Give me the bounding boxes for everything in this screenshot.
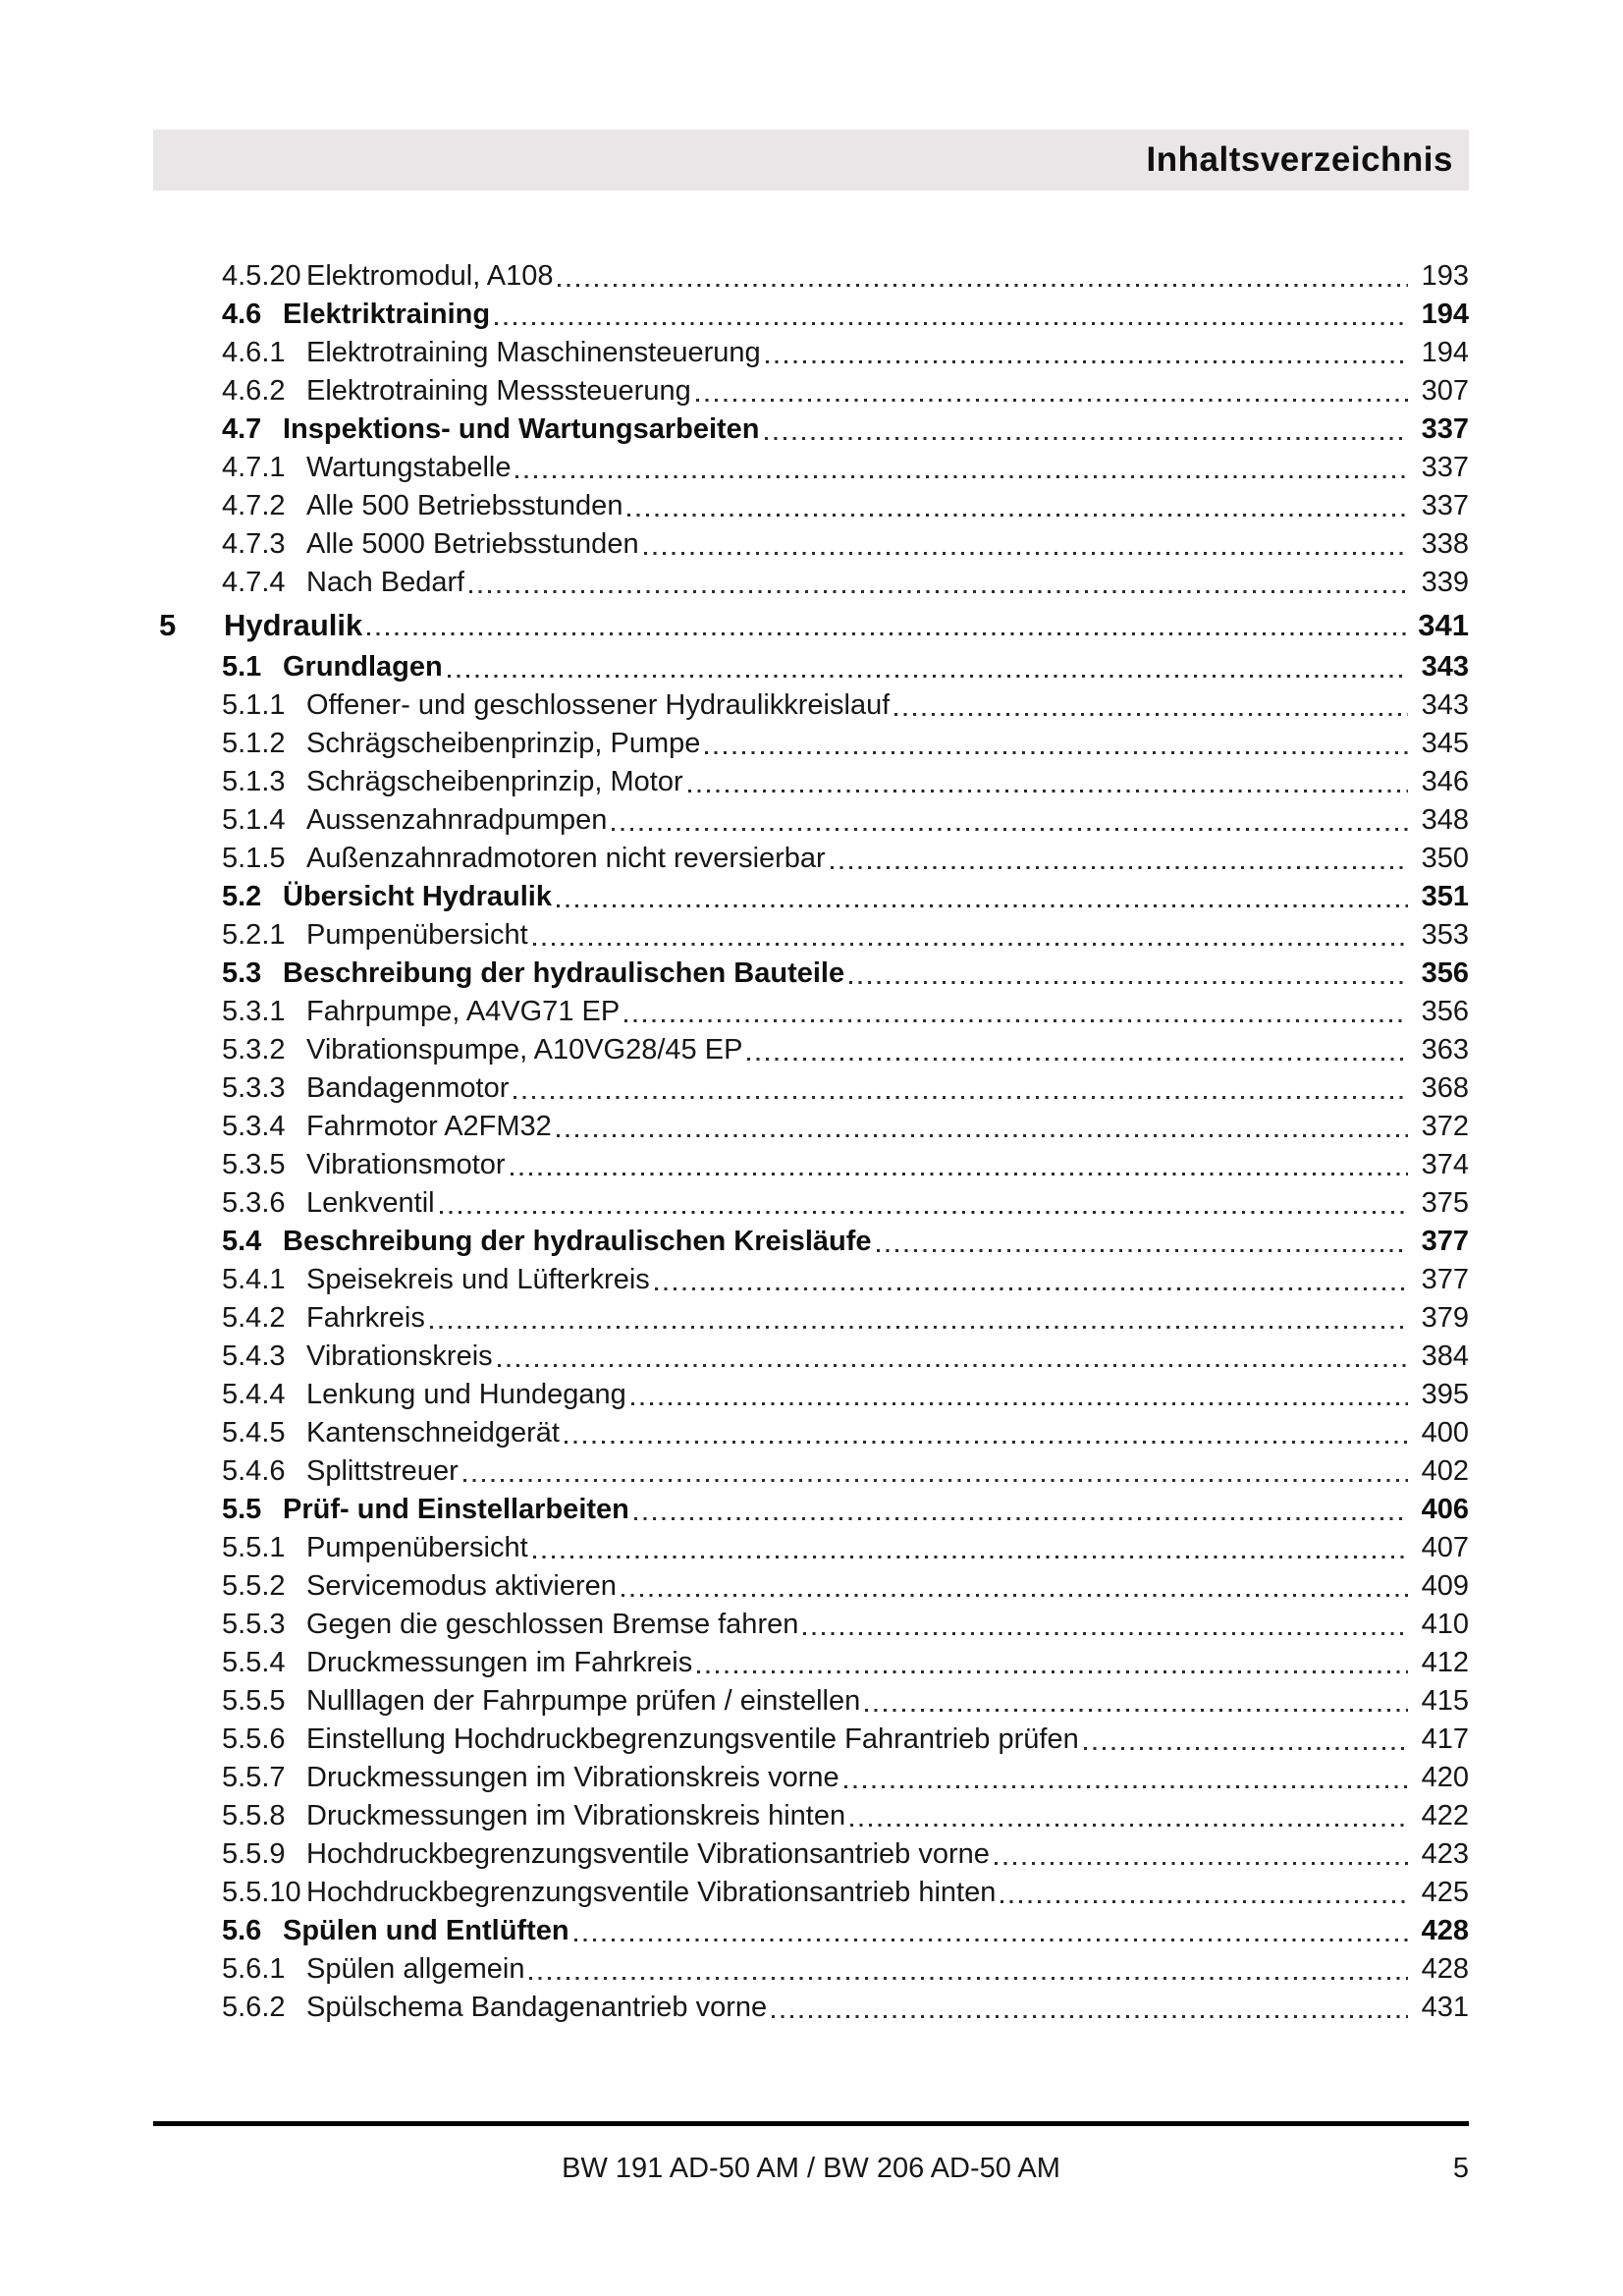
toc-dot-leader — [634, 1517, 1408, 1520]
toc-row — [153, 372, 1469, 410]
toc-entry-title: Druckmessungen im Vibrationskreis vorne — [306, 1762, 839, 1793]
toc-dot-leader — [655, 1287, 1408, 1290]
toc-entry-number: 5.1.1 — [222, 689, 286, 721]
toc-entry-title: Wartungstabelle — [306, 452, 512, 483]
toc-row — [153, 1759, 1469, 1797]
toc-entry-title: Einstellung Hochdruckbegrenzungsventile Fahrantrieb prüfen — [306, 1723, 1079, 1755]
toc-row — [153, 1108, 1469, 1146]
footer-page-number: 5 — [1452, 2153, 1469, 2184]
toc-dot-leader — [463, 1479, 1408, 1482]
toc-entry-number: 5.2.1 — [222, 919, 286, 951]
toc-entry-page: 407 — [1421, 1532, 1469, 1563]
toc-entry-page: 356 — [1421, 996, 1469, 1027]
toc-row — [153, 410, 1469, 449]
toc-row — [153, 1414, 1469, 1452]
toc-entry-page: 307 — [1421, 375, 1469, 407]
toc-row — [153, 257, 1469, 296]
toc-row — [153, 296, 1469, 334]
toc-entry-page: 337 — [1421, 413, 1469, 445]
toc-entry-title: Spülschema Bandagenantrieb vorne — [306, 1992, 768, 2023]
toc-entry-title: Elektriktraining — [283, 299, 491, 330]
toc-entry-number: 5.5.2 — [222, 1570, 286, 1602]
header-bar — [153, 130, 1469, 191]
toc-row — [153, 449, 1469, 487]
toc-entry-number: 5 — [159, 608, 177, 642]
toc-entry-title: Fahrmotor A2FM32 — [306, 1111, 552, 1142]
toc-entry-number: 5.6 — [222, 1915, 262, 1946]
toc-entry-number: 5.5.7 — [222, 1762, 286, 1793]
toc-entry-title: Vibrationspumpe, A10VG28/45 EP — [306, 1034, 743, 1066]
toc-entry-title: Speisekreis und Lüfterkreis — [306, 1264, 650, 1295]
toc-entry-page: 193 — [1421, 260, 1469, 292]
toc-entry-title: Übersicht Hydraulik — [283, 881, 552, 912]
toc-entry-number: 5.4.2 — [222, 1302, 286, 1334]
toc-entry-number: 5.5.4 — [222, 1647, 286, 1678]
toc-dot-leader — [367, 632, 1408, 635]
toc-entry-title: Außenzahnradmotoren nicht reversierbar — [306, 843, 826, 874]
toc-entry-number: 5.3.4 — [222, 1111, 286, 1142]
toc-entry-page: 337 — [1421, 490, 1469, 521]
toc-dot-leader — [469, 590, 1408, 593]
toc-entry-number: 4.7 — [222, 413, 262, 445]
toc-entry-title: Elektrotraining Messsteuerung — [306, 375, 691, 407]
toc-entry-number: 5.4.1 — [222, 1264, 286, 1295]
toc-dot-leader — [430, 1326, 1408, 1329]
toc-dot-leader — [1084, 1747, 1408, 1750]
toc-dot-leader — [995, 1862, 1408, 1865]
toc-dot-leader — [705, 751, 1408, 754]
toc-row — [153, 1835, 1469, 1874]
toc-row — [153, 1376, 1469, 1414]
toc-entry-title: Elektromodul, A108 — [306, 260, 554, 292]
toc-dot-leader — [514, 1096, 1408, 1099]
toc-entry-title: Alle 5000 Betriebsstunden — [306, 528, 639, 560]
toc-dot-leader — [697, 1670, 1408, 1673]
toc-entry-page: 409 — [1421, 1570, 1469, 1602]
toc-entry-title: Grundlagen — [283, 651, 443, 683]
toc-entry-number: 5.5.8 — [222, 1800, 286, 1831]
toc-entry-number: 5.5.10 — [222, 1877, 301, 1908]
toc-entry-page: 343 — [1421, 651, 1469, 683]
toc-dot-leader — [612, 828, 1408, 831]
toc-row — [153, 1797, 1469, 1835]
toc-entry-number: 5.1.2 — [222, 728, 286, 759]
toc-dot-leader — [803, 1632, 1408, 1635]
toc-row — [153, 1031, 1469, 1069]
toc-dot-leader — [515, 475, 1408, 478]
toc-entry-number: 5.5.6 — [222, 1723, 286, 1755]
toc-entry-page: 374 — [1421, 1149, 1469, 1180]
toc-entry-title: Gegen die geschlossen Bremse fahren — [306, 1609, 799, 1640]
toc-row — [153, 334, 1469, 372]
toc-dot-leader — [747, 1058, 1408, 1061]
toc-row — [153, 1721, 1469, 1759]
toc-row — [153, 648, 1469, 686]
toc-entry-title: Prüf- und Einstellarbeiten — [283, 1494, 629, 1525]
toc-dot-leader — [574, 1939, 1408, 1941]
toc-entry-title: Hochdruckbegrenzungsventile Vibrationsantrieb vorne — [306, 1838, 990, 1870]
toc-entry-number: 5.1.3 — [222, 766, 286, 797]
toc-entry-number: 5.3.1 — [222, 996, 286, 1027]
toc-entry-number: 4.7.1 — [222, 452, 286, 483]
toc-dot-leader — [557, 904, 1408, 907]
toc-dot-leader — [533, 1556, 1408, 1558]
toc-row — [153, 487, 1469, 525]
toc-row — [153, 1261, 1469, 1299]
toc-dot-leader — [624, 1019, 1408, 1022]
toc-entry-title: Hydraulik — [224, 608, 363, 642]
toc-entry-title: Hochdruckbegrenzungsventile Vibrationsantrieb hinten — [306, 1877, 997, 1908]
toc-dot-leader — [766, 360, 1408, 363]
toc-entry-title: Lenkung und Hundegang — [306, 1379, 626, 1410]
toc-row — [153, 1452, 1469, 1491]
toc-entry-title: Spülen allgemein — [306, 1953, 525, 1985]
toc-entry-title: Spülen und Entlüften — [283, 1915, 569, 1946]
toc-entry-number: 5.4.6 — [222, 1455, 286, 1487]
toc-row — [153, 1184, 1469, 1223]
toc-entry-number: 5.3 — [222, 957, 262, 989]
toc-entry-title: Kantenschneidgerät — [306, 1417, 560, 1449]
toc-entry-number: 5.6.2 — [222, 1992, 286, 2023]
toc-entry-number: 5.3.5 — [222, 1149, 286, 1180]
toc-dot-leader — [865, 1709, 1408, 1712]
toc-dot-leader — [440, 1211, 1408, 1214]
toc-entry-page: 346 — [1421, 766, 1469, 797]
table-of-contents — [153, 257, 1469, 2027]
toc-entry-number: 5.2 — [222, 881, 262, 912]
toc-entry-title: Offener- und geschlossener Hydraulikkreislauf — [306, 689, 891, 721]
toc-dot-leader — [558, 284, 1408, 287]
toc-entry-number: 5.4.5 — [222, 1417, 286, 1449]
toc-row — [153, 1146, 1469, 1184]
toc-entry-number: 4.7.3 — [222, 528, 286, 560]
toc-entry-number: 4.5.20 — [222, 260, 301, 292]
toc-entry-page: 412 — [1421, 1647, 1469, 1678]
toc-entry-page: 422 — [1421, 1800, 1469, 1831]
toc-dot-leader — [622, 1594, 1408, 1597]
footer-divider — [153, 2121, 1469, 2126]
toc-entry-title: Vibrationsmotor — [306, 1149, 506, 1180]
toc-row — [153, 1682, 1469, 1721]
toc-entry-page: 337 — [1421, 452, 1469, 483]
toc-dot-leader — [877, 1249, 1408, 1252]
toc-entry-page: 423 — [1421, 1838, 1469, 1870]
toc-entry-title: Elektrotraining Maschinensteuerung — [306, 337, 761, 368]
toc-entry-number: 5.1.5 — [222, 843, 286, 874]
toc-entry-title: Inspektions- und Wartungsarbeiten — [283, 413, 760, 445]
toc-entry-page: 194 — [1421, 337, 1469, 368]
toc-entry-number: 4.6 — [222, 299, 262, 330]
toc-row — [153, 840, 1469, 878]
toc-dot-leader — [1001, 1900, 1408, 1903]
toc-dot-leader — [511, 1173, 1408, 1175]
toc-row — [153, 1338, 1469, 1376]
toc-entry-page: 428 — [1421, 1953, 1469, 1985]
toc-dot-leader — [498, 1364, 1408, 1367]
toc-entry-title: Schrägscheibenprinzip, Motor — [306, 766, 683, 797]
toc-row — [153, 1567, 1469, 1606]
toc-row — [153, 993, 1469, 1031]
toc-entry-title: Splittstreuer — [306, 1455, 459, 1487]
toc-entry-page: 343 — [1421, 689, 1469, 721]
toc-row — [153, 1989, 1469, 2027]
toc-entry-page: 339 — [1421, 567, 1469, 598]
toc-entry-number: 5.5.9 — [222, 1838, 286, 1870]
toc-entry-title: Vibrationskreis — [306, 1340, 493, 1372]
toc-dot-leader — [688, 790, 1408, 793]
toc-entry-page: 417 — [1421, 1723, 1469, 1755]
toc-row — [153, 1644, 1469, 1682]
toc-entry-number: 5.5 — [222, 1494, 262, 1525]
toc-entry-page: 395 — [1421, 1379, 1469, 1410]
toc-entry-number: 5.3.6 — [222, 1187, 286, 1219]
toc-entry-title: Pumpenübersicht — [306, 1532, 528, 1563]
toc-dot-leader — [894, 713, 1408, 716]
toc-row — [153, 525, 1469, 564]
toc-entry-title: Alle 500 Betriebsstunden — [306, 490, 623, 521]
toc-entry-number: 5.6.1 — [222, 1953, 286, 1985]
toc-entry-page: 402 — [1421, 1455, 1469, 1487]
toc-dot-leader — [529, 1977, 1408, 1980]
toc-row — [153, 1299, 1469, 1338]
toc-entry-title: Schrägscheibenprinzip, Pumpe — [306, 728, 701, 759]
page-title: Inhaltsverzeichnis — [1146, 140, 1453, 179]
toc-entry-number: 5.5.3 — [222, 1609, 286, 1640]
toc-entry-number: 5.4.4 — [222, 1379, 286, 1410]
toc-entry-title: Nach Bedarf — [306, 567, 465, 598]
toc-entry-page: 400 — [1421, 1417, 1469, 1449]
toc-entry-page: 406 — [1421, 1494, 1469, 1525]
footer — [153, 2150, 1469, 2188]
toc-dot-leader — [765, 437, 1408, 440]
toc-entry-title: Druckmessungen im Fahrkreis — [306, 1647, 693, 1678]
toc-row — [153, 801, 1469, 840]
toc-entry-number: 5.5.5 — [222, 1685, 286, 1717]
toc-entry-title: Pumpenübersicht — [306, 919, 528, 951]
toc-row — [153, 1912, 1469, 1950]
toc-entry-number: 4.7.4 — [222, 567, 286, 598]
toc-entry-page: 350 — [1421, 843, 1469, 874]
toc-entry-page: 410 — [1421, 1609, 1469, 1640]
toc-entry-number: 4.7.2 — [222, 490, 286, 521]
toc-entry-title: Fahrpumpe, A4VG71 EP — [306, 996, 621, 1027]
toc-entry-page: 415 — [1421, 1685, 1469, 1717]
toc-row — [153, 725, 1469, 763]
toc-row — [153, 606, 1469, 644]
toc-entry-number: 5.1 — [222, 651, 262, 683]
toc-entry-title: Servicemodus aktivieren — [306, 1570, 617, 1602]
toc-entry-title: Aussenzahnradpumpen — [306, 804, 608, 836]
toc-entry-title: Bandagenmotor — [306, 1072, 510, 1104]
toc-entry-title: Druckmessungen im Vibrationskreis hinten — [306, 1800, 846, 1831]
toc-dot-leader — [844, 1785, 1408, 1788]
toc-entry-page: 379 — [1421, 1302, 1469, 1334]
toc-dot-leader — [696, 399, 1408, 402]
toc-entry-page: 368 — [1421, 1072, 1469, 1104]
toc-entry-number: 5.3.2 — [222, 1034, 286, 1066]
toc-entry-number: 5.3.3 — [222, 1072, 286, 1104]
toc-dot-leader — [495, 322, 1408, 325]
toc-entry-page: 420 — [1421, 1762, 1469, 1793]
toc-row — [153, 916, 1469, 955]
toc-row — [153, 1606, 1469, 1644]
toc-row — [153, 1529, 1469, 1567]
toc-entry-page: 372 — [1421, 1111, 1469, 1142]
toc-row — [153, 1223, 1469, 1261]
toc-entry-page: 338 — [1421, 528, 1469, 560]
toc-entry-number: 4.6.2 — [222, 375, 286, 407]
toc-dot-leader — [565, 1441, 1408, 1444]
toc-entry-page: 353 — [1421, 919, 1469, 951]
toc-row — [153, 763, 1469, 801]
toc-entry-page: 377 — [1421, 1264, 1469, 1295]
toc-row — [153, 955, 1469, 993]
toc-entry-title: Nulllagen der Fahrpumpe prüfen / einstellen — [306, 1685, 861, 1717]
toc-row — [153, 564, 1469, 602]
footer-document-title: BW 191 AD-50 AM / BW 206 AD-50 AM — [562, 2153, 1060, 2184]
toc-entry-title: Fahrkreis — [306, 1302, 425, 1334]
toc-dot-leader — [772, 2015, 1408, 2018]
toc-entry-page: 363 — [1421, 1034, 1469, 1066]
toc-entry-page: 428 — [1421, 1915, 1469, 1946]
toc-row — [153, 1874, 1469, 1912]
toc-entry-title: Beschreibung der hydraulischen Bauteile — [283, 957, 845, 989]
toc-entry-number: 5.1.4 — [222, 804, 286, 836]
toc-dot-leader — [850, 1824, 1408, 1827]
toc-entry-page: 431 — [1421, 1992, 1469, 2023]
toc-entry-title: Lenkventil — [306, 1187, 435, 1219]
toc-entry-number: 5.4.3 — [222, 1340, 286, 1372]
toc-entry-page: 345 — [1421, 728, 1469, 759]
toc-entry-page: 341 — [1418, 608, 1469, 642]
toc-row — [153, 1491, 1469, 1529]
toc-entry-page: 356 — [1421, 957, 1469, 989]
toc-dot-leader — [448, 675, 1408, 678]
toc-entry-page: 351 — [1421, 881, 1469, 912]
toc-entry-title: Beschreibung der hydraulischen Kreisläufe — [283, 1226, 872, 1257]
toc-entry-page: 377 — [1421, 1226, 1469, 1257]
toc-dot-leader — [849, 981, 1408, 984]
toc-entry-page: 425 — [1421, 1877, 1469, 1908]
toc-entry-page: 375 — [1421, 1187, 1469, 1219]
toc-dot-leader — [533, 943, 1408, 946]
toc-row — [153, 878, 1469, 916]
toc-dot-leader — [627, 514, 1408, 517]
toc-entry-number: 4.6.1 — [222, 337, 286, 368]
toc-row — [153, 686, 1469, 725]
toc-dot-leader — [644, 552, 1408, 555]
toc-entry-page: 194 — [1421, 299, 1469, 330]
toc-entry-page: 384 — [1421, 1340, 1469, 1372]
toc-dot-leader — [831, 866, 1408, 869]
toc-entry-page: 348 — [1421, 804, 1469, 836]
toc-dot-leader — [557, 1134, 1408, 1137]
toc-row — [153, 1950, 1469, 1989]
toc-entry-number: 5.5.1 — [222, 1532, 286, 1563]
toc-entry-number: 5.4 — [222, 1226, 262, 1257]
toc-dot-leader — [631, 1402, 1408, 1405]
toc-row — [153, 1069, 1469, 1108]
